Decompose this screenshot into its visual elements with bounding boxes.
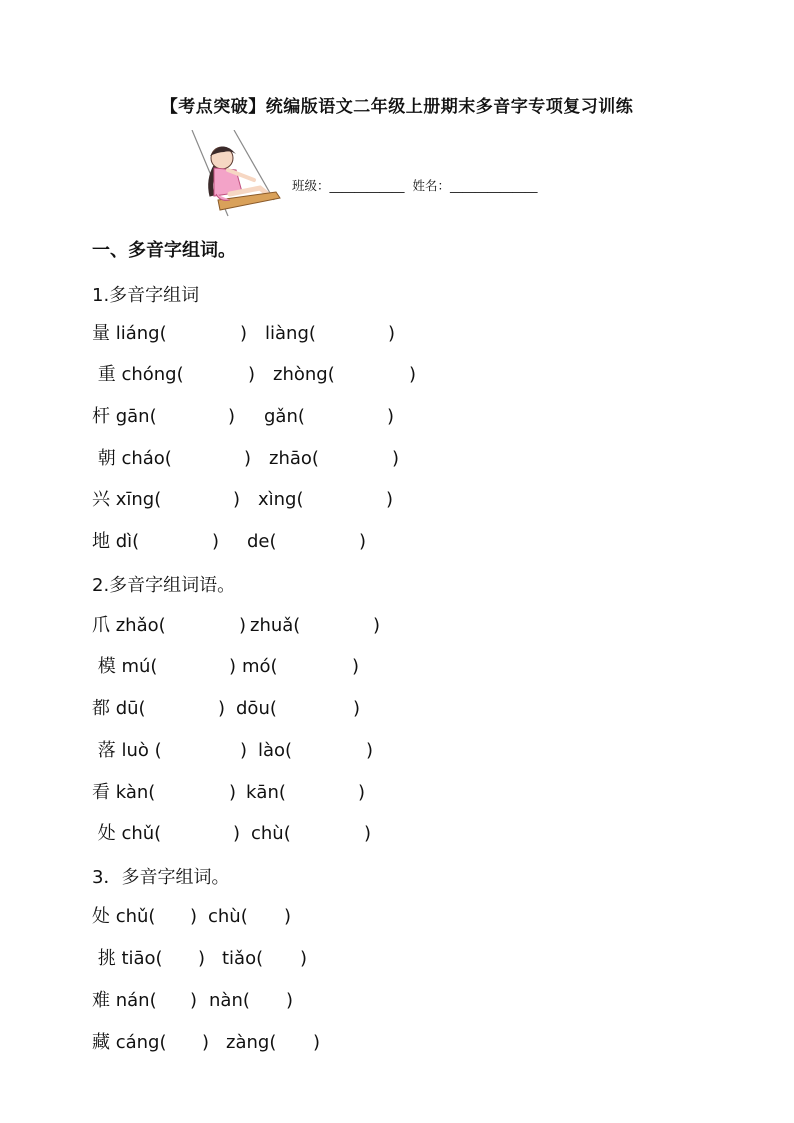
pinyin-reading-1: 重 chóng( [92, 364, 184, 385]
answer-blank-close: ) [244, 448, 252, 469]
answer-blank-close: ) [409, 364, 417, 385]
answer-blank-close: ) [364, 823, 372, 844]
answer-blank-close: ) [387, 406, 395, 427]
pinyin-reading-2: liàng( [265, 323, 316, 344]
answer-blank-close: ) [202, 1032, 210, 1053]
answer-blank-close: ) [284, 906, 292, 927]
pinyin-reading-1: 杆 gān( [92, 406, 157, 427]
pinyin-reading-2: de( [247, 531, 277, 552]
pinyin-reading-1: 看 kàn( [92, 782, 156, 803]
pinyin-reading-2: zhuǎ( [250, 615, 301, 636]
answer-blank-close: ) [358, 782, 366, 803]
exercise-row [0, 447, 794, 471]
answer-blank-close: ) [239, 615, 247, 636]
pinyin-reading-1: 都 dū( [92, 698, 146, 719]
exercise-row [0, 781, 794, 805]
answer-blank-close: ) [218, 698, 226, 719]
pinyin-reading-2: gǎn( [264, 406, 305, 427]
pinyin-reading-1: 落 luò ( [92, 740, 162, 761]
exercise-row [0, 989, 794, 1013]
pinyin-reading-2: zàng( [226, 1032, 277, 1053]
answer-blank-close: ) [313, 1032, 321, 1053]
answer-blank-close: ) [233, 489, 241, 510]
exercise-row [0, 655, 794, 679]
pinyin-reading-2: tiǎo( [222, 948, 264, 969]
exercise-row [0, 697, 794, 721]
pinyin-reading-2: zhāo( [269, 448, 319, 469]
exercise-row [0, 405, 794, 429]
answer-blank-close: ) [190, 990, 198, 1011]
answer-blank-close: ) [286, 990, 294, 1011]
pinyin-reading-1: 藏 cáng( [92, 1032, 167, 1053]
pinyin-reading-1: 朝 cháo( [92, 448, 172, 469]
section-heading: 一、多音字组词。 [92, 240, 236, 261]
answer-blank-close: ) [353, 698, 361, 719]
exercise-row [0, 947, 794, 971]
answer-blank-close: ) [392, 448, 400, 469]
answer-blank-close: ) [240, 323, 248, 344]
pinyin-reading-2: dōu( [236, 698, 277, 719]
answer-blank-close: ) [229, 782, 237, 803]
pinyin-reading-1: 处 chǔ( [92, 823, 162, 844]
class-and-name-fields: 班级：____________ 姓名：______________ [292, 178, 538, 193]
exercise-row [0, 363, 794, 387]
answer-blank-close: ) [240, 740, 248, 761]
pinyin-reading-1: 处 chǔ( [92, 906, 156, 927]
pinyin-reading-1: 挑 tiāo( [92, 948, 163, 969]
pinyin-reading-1: 地 dì( [92, 531, 140, 552]
document-title: 【考点突破】统编版语文二年级上册期末多音字专项复习训练 [160, 97, 634, 117]
answer-blank-close: ) [366, 740, 374, 761]
answer-blank-close: ) [229, 656, 237, 677]
answer-blank-close: ) [373, 615, 381, 636]
pinyin-reading-1: 兴 xīng( [92, 489, 162, 510]
exercise-row [0, 822, 794, 846]
exercise-heading: 3．多音字组词。 [92, 867, 230, 888]
pinyin-reading-2: zhòng( [273, 364, 335, 385]
pinyin-reading-2: mó( [242, 656, 278, 677]
pinyin-reading-2: nàn( [209, 990, 250, 1011]
pinyin-reading-1: 量 liáng( [92, 323, 167, 344]
pinyin-reading-1: 模 mú( [92, 656, 158, 677]
answer-blank-close: ) [300, 948, 308, 969]
exercise-row [0, 488, 794, 512]
answer-blank-close: ) [212, 531, 220, 552]
answer-blank-close: ) [198, 948, 206, 969]
pinyin-reading-2: chù( [208, 906, 248, 927]
answer-blank-close: ) [248, 364, 256, 385]
answer-blank-close: ) [233, 823, 241, 844]
pinyin-reading-2: xìng( [258, 489, 304, 510]
pinyin-reading-1: 爪 zhǎo( [92, 615, 166, 636]
answer-blank-close: ) [386, 489, 394, 510]
exercise-row [0, 905, 794, 929]
exercise-heading: 1.多音字组词 [92, 285, 200, 306]
exercise-row [0, 530, 794, 554]
answer-blank-close: ) [388, 323, 396, 344]
exercise-row [0, 614, 794, 638]
answer-blank-close: ) [352, 656, 360, 677]
answer-blank-close: ) [228, 406, 236, 427]
pinyin-reading-2: chù( [251, 823, 291, 844]
exercise-row [0, 1031, 794, 1055]
answer-blank-close: ) [190, 906, 198, 927]
exercise-heading: 2.多音字组词语。 [92, 575, 236, 596]
answer-blank-close: ) [359, 531, 367, 552]
pinyin-reading-2: lào( [258, 740, 293, 761]
exercise-row [0, 739, 794, 763]
girl-on-swing-illustration [178, 130, 288, 228]
exercise-row [0, 322, 794, 346]
pinyin-reading-1: 难 nán( [92, 990, 157, 1011]
pinyin-reading-2: kān( [246, 782, 286, 803]
